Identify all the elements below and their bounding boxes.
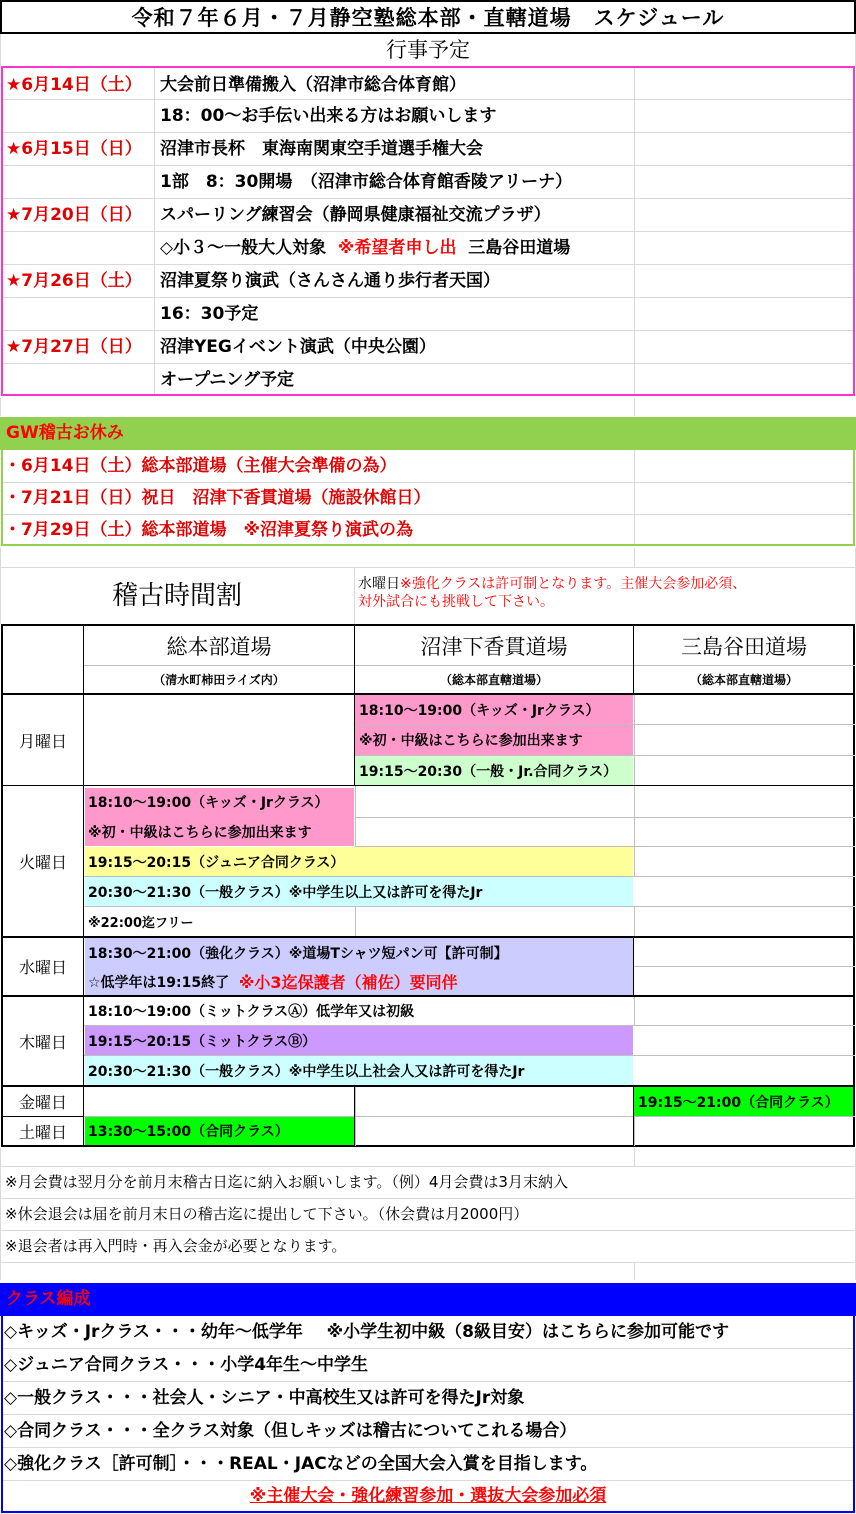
classes-footer: ※主催大会・強化練習参加・選抜大会参加必須 <box>249 1486 607 1506</box>
wed-note: ☆低学年は19:15終了 <box>88 974 230 991</box>
day-label: 金曜日 <box>18 1093 67 1112</box>
event-date: ★6月14日（土） <box>6 75 142 95</box>
class-item-extra: ※小学生初中級（8級目安）はこちらに参加可能です <box>326 1322 729 1342</box>
dojo-name: 三島谷田道場 <box>681 635 807 659</box>
class-item: ◇強化クラス［許可制］・・・REAL・JACなどの全国大会入賞を目指します。 <box>4 1454 598 1474</box>
event-detail-red: ※希望者申し出 <box>337 238 457 258</box>
event-title: 沼津夏祭り演武（さんさん通り歩行者天国） <box>160 271 500 291</box>
event-title: 沼津YEGイベント演武（中央公園） <box>160 337 436 357</box>
class-slot: 19:15～20:15（ジュニア合同クラス） <box>88 854 345 871</box>
day-label: 木曜日 <box>18 1032 67 1052</box>
fee-note: ※休会退会は届を前月末日の稽古迄に提出して下さい。（休会費は月2000円） <box>5 1205 529 1223</box>
class-slot: 19:15～20:15（ミットクラスⒷ） <box>88 1033 317 1050</box>
event-detail: オープニング予定 <box>160 370 294 390</box>
class-item: ◇一般クラス・・・社会人・シニア・中高校生又は許可を得たJr対象 <box>4 1388 525 1408</box>
timetable-note <box>358 575 746 611</box>
class-slot: 18:10～19:00（キッズ・Jrクラス） <box>359 703 600 719</box>
class-slot-note: ※初・中級はこちらに参加出来ます <box>88 824 312 841</box>
day-label: 月曜日 <box>18 731 67 751</box>
class-item <box>4 1317 729 1348</box>
holiday-item: ・6月14日（土）総本部道場（主催大会準備の為） <box>4 456 397 476</box>
fee-note: ※月会費は翌月分を前月末稽古日迄に納入お願いします。（例）4月会費は3月末納入 <box>5 1173 568 1191</box>
timetable-note-text: ※強化クラスは許可制となります。主催大会参加必須、 <box>400 576 747 592</box>
wed-note-red: ※小3迄保護者（補佐）要同伴 <box>238 973 458 992</box>
class-slot: 20:30～21:30（一般クラス）※中学生以上又は許可を得たJr <box>88 884 483 901</box>
timetable-note-label: 水曜日 <box>358 576 400 592</box>
event-detail-text: ◇小３～一般大人対象 <box>160 238 327 258</box>
event-detail-extra: 三島谷田道場 <box>468 238 571 258</box>
event-date: ★7月20日（日） <box>6 205 142 225</box>
dojo-location: （清水町柿田ライズ内） <box>153 673 285 687</box>
day-label: 土曜日 <box>18 1123 67 1142</box>
event-detail <box>160 233 570 263</box>
class-slot-note <box>84 967 458 996</box>
class-item: ◇合同クラス・・・全クラス対象（但しキッズは稽古についてこれる場合） <box>4 1421 577 1441</box>
dojo-location: （総本部直轄道場） <box>689 673 798 687</box>
holiday-item: ・7月21日（日）祝日 沼津下香貫道場（施設休館日） <box>4 488 431 508</box>
class-slot: 18:10～19:00（キッズ・Jrクラス） <box>88 795 329 811</box>
event-title: スパーリング練習会（静岡県健康福祉交流プラザ） <box>160 205 551 225</box>
class-slot: 18:10～19:00（ミットクラスⒶ）低学年又は初級 <box>88 1004 415 1020</box>
event-date: ★7月26日（土） <box>6 271 142 291</box>
event-title: 沼津市長杯 東海南関東空手道選手権大会 <box>160 139 483 159</box>
class-item-text: ◇キッズ・Jrクラス・・・幼年～低学年 <box>4 1322 303 1342</box>
classes-heading: クラス編成 <box>0 1283 856 1316</box>
events-heading: 行事予定 <box>0 34 856 66</box>
fee-note: ※退会者は再入門時・再入会金が必要となります。 <box>5 1237 347 1255</box>
event-detail: 16：30予定 <box>160 304 259 324</box>
event-date: ★7月27日（日） <box>6 337 142 357</box>
page-title: 令和７年６月・７月静空塾総本部・直轄道場 スケジュール <box>0 0 856 34</box>
class-item: ◇ジュニア合同クラス・・・小学4年生～中学生 <box>4 1355 369 1375</box>
class-slot-note: ※初・中級はこちらに参加出来ます <box>359 733 583 749</box>
event-detail: 1部 8：30開場 （沼津市総合体育館香陵アリーナ） <box>160 172 573 192</box>
event-date: ★6月15日（日） <box>6 139 142 159</box>
class-slot: 13:30～15:00（合同クラス） <box>88 1124 289 1140</box>
event-title: 大会前日準備搬入（沼津市総合体育館） <box>160 75 466 95</box>
timetable-note-text2: 対外試合にも挑戦して下さい。 <box>358 594 554 610</box>
holiday-heading: GW稽古お休み <box>0 417 856 450</box>
timetable-heading: 稽古時間割 <box>111 581 242 611</box>
holiday-item: ・7月29日（土）総本部道場 ※沼津夏祭り演武の為 <box>4 520 414 540</box>
day-label: 水曜日 <box>18 958 67 977</box>
event-detail: 18：00～お手伝い出来る方はお願いします <box>160 106 497 126</box>
day-label: 火曜日 <box>18 852 67 872</box>
dojo-name: 総本部道場 <box>166 635 272 659</box>
class-slot: 20:30～21:30（一般クラス）※中学生以上社会人又は許可を得たJr <box>88 1063 525 1080</box>
class-slot: 19:15～21:00（合同クラス） <box>638 1094 839 1111</box>
class-slot: 19:15～20:30（一般・Jr.合同クラス） <box>359 763 618 780</box>
dojo-location: （総本部直轄道場） <box>439 673 548 687</box>
class-slot: 18:30～21:00（強化クラス）※道場Tシャツ短パン可【許可制】 <box>88 945 508 962</box>
class-slot-note: ※22:00迄フリー <box>88 916 194 931</box>
dojo-name: 沼津下香貫道場 <box>420 635 568 659</box>
